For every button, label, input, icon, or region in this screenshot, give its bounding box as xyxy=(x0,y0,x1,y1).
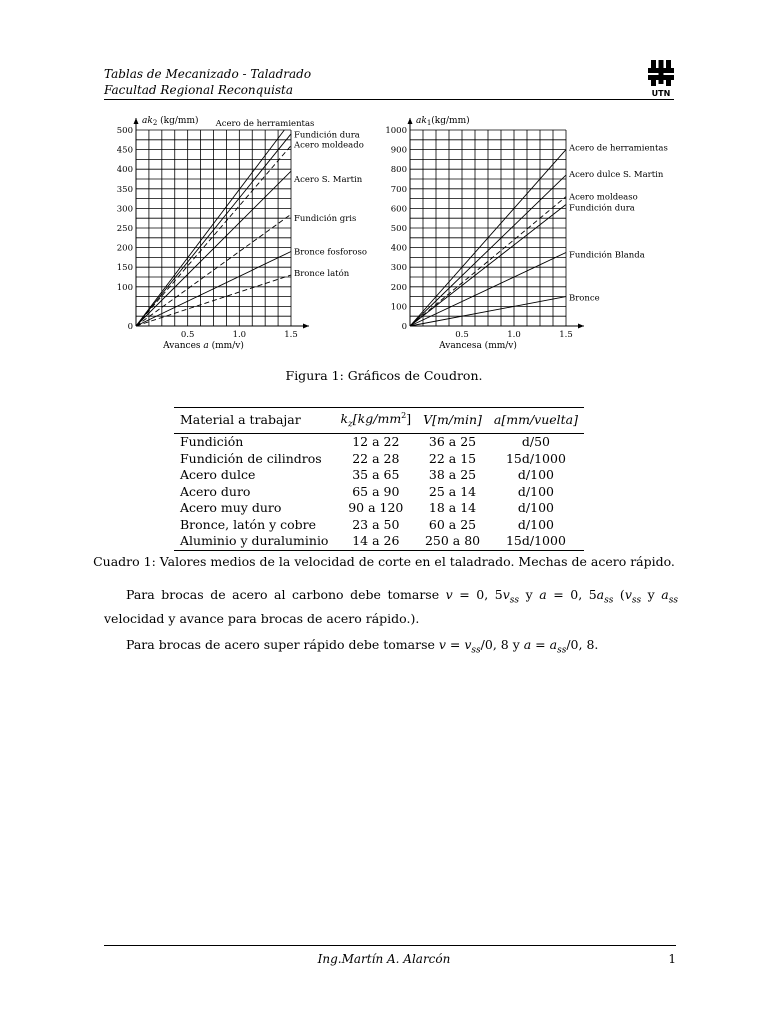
p2-var-vss: v xyxy=(464,637,472,652)
cell-a: d/100 xyxy=(517,483,554,499)
x-axis-arrow-icon xyxy=(303,324,309,329)
cell-v: 25 a 14 xyxy=(428,483,477,499)
y-tick-label: 450 xyxy=(116,145,133,156)
x-tick-label: 1.5 xyxy=(284,330,298,340)
header-kz-close: ] xyxy=(406,411,412,427)
chart-grid xyxy=(410,130,566,326)
p1-var-v: v xyxy=(445,587,453,602)
series-label: Acero moldeado xyxy=(294,140,364,151)
p2-var-a: a xyxy=(523,637,532,652)
table-row xyxy=(174,533,584,550)
y-tick-label: 400 xyxy=(116,165,133,176)
cell-v: 250 a 80 xyxy=(417,533,488,550)
x-axis-arrow-icon xyxy=(578,324,584,329)
cell-a: 15d/1000 xyxy=(505,450,566,466)
paragraph-hss xyxy=(104,636,678,660)
cell-kz: 90 a 120 xyxy=(348,500,404,516)
y-tick-label: 100 xyxy=(390,302,407,313)
p2-text: Para brocas de acero super rápido debe tomarse xyxy=(126,637,439,652)
cell-kz: 22 a 28 xyxy=(352,450,400,466)
series-label: Bronce xyxy=(569,293,600,304)
p1-and: y xyxy=(519,587,540,602)
y-axis-arrow-icon xyxy=(134,118,139,124)
table-row xyxy=(174,500,584,517)
y-tick-label: 900 xyxy=(390,145,407,156)
series-label: Fundición gris xyxy=(294,214,357,225)
p1-var-vss: v xyxy=(502,587,510,602)
header-v: V[m/min] xyxy=(417,408,488,434)
p1-sub3: ss xyxy=(631,595,642,606)
y-label-var: ak xyxy=(416,116,427,126)
y-tick-label: 100 xyxy=(116,282,133,293)
series-label: Acero de herramientas xyxy=(215,119,315,129)
y-axis-arrow-icon xyxy=(408,118,413,124)
x-tick-label: 1.0 xyxy=(507,330,521,340)
p2-div2: /0, 8. xyxy=(566,637,599,652)
cell-kz: 14 a 26 xyxy=(334,533,417,550)
y-tick-label: 300 xyxy=(116,204,133,215)
cell-v: 18 a 14 xyxy=(428,500,477,516)
cell-kz: 35 a 65 xyxy=(352,467,400,483)
coudron-charts-figure xyxy=(104,108,680,358)
y-tick-label: 300 xyxy=(390,263,407,274)
p1-var-a: a xyxy=(539,587,547,602)
footer-rule xyxy=(104,945,676,946)
cell-v: 60 a 25 xyxy=(428,516,477,532)
cell-kz: 65 a 90 xyxy=(352,483,400,499)
cell-kz: 23 a 50 xyxy=(352,516,400,532)
series-label: Bronce fosforoso xyxy=(294,247,367,258)
figure-caption: Figura 1: Gráficos de Coudron. xyxy=(285,368,483,383)
cell-a: d/100 xyxy=(517,500,554,516)
table-body xyxy=(174,434,584,551)
p1-eq1: = 0, 5 xyxy=(452,587,503,602)
p1-var-vss2: v xyxy=(624,587,632,602)
series-label: Acero dulce S. Martin xyxy=(569,170,664,181)
y-axis-label xyxy=(142,115,199,127)
chart-ak2 xyxy=(117,115,367,351)
cell-a: 15d/1000 xyxy=(488,533,584,550)
y-label-sub: 1 xyxy=(426,119,432,127)
p1-eq2: = 0, 5 xyxy=(546,587,597,602)
x-label-var: a xyxy=(203,341,209,351)
p2-var-v: v xyxy=(438,637,446,652)
y-tick-label: 350 xyxy=(116,184,133,195)
header-kz-unit: [kg/mm xyxy=(352,411,402,427)
p1-sub1: ss xyxy=(509,595,520,606)
header-title: Tablas de Mecanizado - Taladrado xyxy=(104,67,312,81)
cell-material: Acero dulce xyxy=(180,467,256,483)
footer-author: Ing.Martín A. Alarcón xyxy=(317,952,451,966)
x-tick-label: 0.5 xyxy=(455,330,469,340)
header-a: a[mm/vuelta] xyxy=(488,408,584,434)
cell-v: 36 a 25 xyxy=(428,434,477,450)
x-tick-label: 1.5 xyxy=(559,330,573,340)
origin-label: 0 xyxy=(401,322,407,332)
chart-ak1 xyxy=(385,115,667,351)
cell-a: d/100 xyxy=(517,467,554,483)
series-label: Bronce latón xyxy=(294,269,350,280)
y-label-unit: (kg/mm) xyxy=(157,116,199,126)
table-caption: Cuadro 1: Valores medios de la velocidad de corte en el taladrado. Mechas de acero rápido. xyxy=(93,554,675,569)
x-tick-label: 1.0 xyxy=(232,330,247,340)
table-row xyxy=(174,434,584,451)
header-kz xyxy=(334,408,417,434)
utn-logo-icon xyxy=(648,58,674,98)
y-tick-label: 250 xyxy=(116,224,133,234)
table-row xyxy=(174,517,584,534)
paragraph-carbon-steel xyxy=(104,586,678,628)
y-tick-label: 200 xyxy=(390,282,407,293)
cell-material: Bronce, latón y cobre xyxy=(180,516,317,532)
x-axis-label xyxy=(162,340,244,351)
cell-material: Aluminio y duraluminio xyxy=(174,533,334,550)
y-tick-label: 500 xyxy=(116,126,133,136)
y-tick-label: 1000 xyxy=(385,126,407,136)
page-number: 1 xyxy=(668,952,676,966)
logo-text: UTN xyxy=(651,89,671,98)
cell-a: d/100 xyxy=(517,516,554,532)
y-tick-label: 800 xyxy=(390,165,407,176)
p1-var-ass2: a xyxy=(661,587,669,602)
y-tick-label: 400 xyxy=(390,243,407,254)
table-row xyxy=(174,467,584,484)
header-rule xyxy=(104,99,674,100)
p1-text: Para brocas de acero al carbono debe tomarse xyxy=(126,587,446,602)
cell-material: Acero duro xyxy=(180,483,251,499)
x-axis-label xyxy=(438,340,517,351)
x-tick-label: 0.5 xyxy=(180,330,195,340)
cutting-speed-table xyxy=(174,407,584,551)
series-label: Fundición Blanda xyxy=(569,250,645,261)
p2-var-ass: a xyxy=(549,637,558,652)
series-label: Acero de herramientas xyxy=(569,143,668,154)
y-tick-label: 700 xyxy=(390,184,407,195)
series-label: Fundición dura xyxy=(294,130,360,141)
p2-sub2: ss xyxy=(557,645,567,656)
x-label-unit: (mm/v) xyxy=(208,341,244,351)
header-kz-sup: 2 xyxy=(401,411,407,420)
series-label: Fundición dura xyxy=(569,203,635,214)
cell-kz: 12 a 22 xyxy=(352,434,400,450)
cell-a: d/50 xyxy=(521,434,551,450)
header-kz-var: k xyxy=(340,411,349,427)
table-row xyxy=(174,484,584,501)
cell-v: 38 a 25 xyxy=(428,467,477,483)
x-label-prefix: Avances xyxy=(163,341,204,351)
y-tick-label: 600 xyxy=(390,204,407,215)
x-label-prefix: Avancesa (mm/v) xyxy=(439,341,517,351)
origin-label: 0 xyxy=(127,322,133,332)
p2-eq1: = xyxy=(445,637,465,652)
p1-sub2: ss xyxy=(604,595,614,606)
header-kz-sub: z xyxy=(348,419,353,430)
cell-material: Fundición de cilindros xyxy=(180,450,322,466)
p2-div1: /0, 8 y xyxy=(480,637,524,652)
y-tick-label: 150 xyxy=(116,263,133,274)
header-subtitle: Facultad Regional Reconquista xyxy=(104,83,294,97)
cell-v: 22 a 15 xyxy=(428,450,477,466)
page-header xyxy=(104,66,311,98)
header-material: Material a trabajar xyxy=(174,408,334,434)
table-row xyxy=(174,451,584,468)
cell-material: Acero muy duro xyxy=(180,500,282,516)
table-header-row xyxy=(174,408,584,434)
p1-sub4: ss xyxy=(668,595,678,606)
p1-var-ass: a xyxy=(596,587,605,602)
p1-and2: y xyxy=(641,587,662,602)
y-label-sub: 2 xyxy=(152,119,158,127)
p2-sub1: ss xyxy=(471,645,481,656)
series-label: Acero moldeaso xyxy=(569,192,638,203)
y-label-unit: (kg/mm) xyxy=(431,116,470,126)
p2-eq2: = xyxy=(531,637,550,652)
y-label-var: ak xyxy=(142,116,153,126)
y-tick-label: 500 xyxy=(390,224,407,234)
y-tick-label: 200 xyxy=(116,243,133,254)
y-axis-label xyxy=(416,115,470,127)
p1-paren: ( xyxy=(613,587,625,602)
cell-material: Fundición xyxy=(180,434,244,450)
series-label: Acero S. Martin xyxy=(294,175,363,185)
p1-tail: velocidad y avance para brocas de acero rápido.). xyxy=(104,610,420,626)
